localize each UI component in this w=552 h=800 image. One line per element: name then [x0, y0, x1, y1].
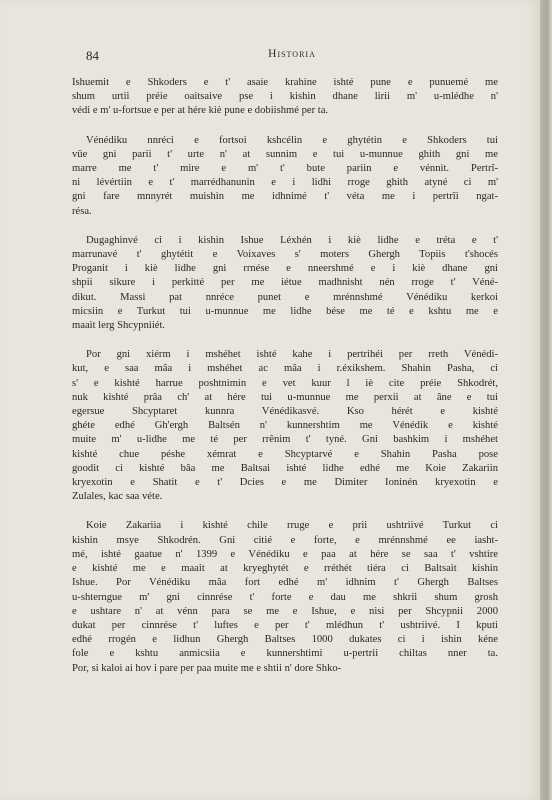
- page-edge: [540, 0, 552, 800]
- text-line: goodit ci kishté bâa me Baltsai ishté lidhe edhé me Koie Zakariin: [72, 462, 498, 474]
- text-line: micsiin e Turkut tui u-munnue me lidhe bése me té e kshtu me e: [72, 305, 498, 317]
- text-line: Koie Zakariia i kishté chile rruge e prii ushtriivé Turkut ci: [86, 520, 498, 532]
- paragraph: [72, 519, 498, 675]
- text-line: Por gni xiérm i mshéhet ishté kahe i pertrihéi per rreth Vénédi-: [86, 349, 498, 361]
- text-line: maait lerg Shcypniiét.: [72, 320, 166, 332]
- text-line: shpii sikure i perkitté per me iétue madhnisht nén rroge t' Véné-: [72, 277, 498, 289]
- text-line: Ishuemit e Shkoders e t' asaie krahine ishté pune e punuemé me: [72, 77, 498, 88]
- body-text: [72, 76, 498, 691]
- text-line: Por, si kaloi ai hov i pare per paa muite me e shtii n' dore Shko-: [72, 662, 342, 674]
- text-line: Ishue. Por Vénédiku mâa fort edhé m' idhnim t' Ghergh Baltses: [72, 577, 498, 589]
- text-line: marrunavé t' ghytétit e Voixaves s' moters Ghergh Topiis t'shocés: [72, 249, 498, 261]
- text-line: dukat per cinnrése t' luftes e per t' mlédhun t' ushtriivé. I kputi: [72, 619, 498, 631]
- paragraph: [72, 134, 498, 219]
- text-line: Proganit i kiè lidhe gni rrnése e nneershmé e i kiè dhane gni: [72, 263, 498, 275]
- text-line: nuk kishté prâa ch' at hére tui u-munnue me perxii at âne e tui: [72, 391, 498, 403]
- page-number: 84: [86, 48, 99, 63]
- text-line: résa.: [72, 205, 92, 217]
- page-header: [86, 46, 498, 66]
- text-line: gni fare mnnyrét muishin me idhnimé t' véta me i pertrîi ngat-: [72, 191, 498, 203]
- text-line: ghéte edhé Gh'ergh Baltsén n' kunnershtim me Vénédik e kishté: [72, 420, 498, 432]
- text-line: edhé rrogén e lidhun Ghergh Baltses 1000 dukates ci i ishin kéne: [72, 634, 498, 646]
- text-line: marre me t' mire e m' t' bute pariin e vénnit. Pertrî-: [72, 163, 498, 175]
- running-title: Historia: [268, 48, 316, 60]
- text-line: mé, ishté gaatue n' 1399 e Vénédiku e paa at hére se saa t' vshtire: [72, 548, 498, 560]
- text-line: Dugaghinvé ci i kishin Ishue Léxhén i kiè lidhe e tréta e t': [86, 234, 498, 246]
- text-line: s' e kishté harrue poshtnimin e vet kuur l iè cite préie Shkodrét,: [72, 377, 498, 389]
- text-line: kut, e saa mâa i mshéhet ac mâa i r.éxikshem. Shahin Pasha, ci: [72, 363, 498, 375]
- paragraph: [72, 348, 498, 504]
- text-line: u-shterngue m' gni cinnrése t' forte e dau me shkrii shum grosh: [72, 591, 498, 603]
- text-line: kishin msye Shkodrén. Gni citié e forte, e mrénnshmé ee iasht-: [72, 534, 498, 546]
- text-line: Vénédiku nnréci e fortsoi kshcélin e ghytétin e Shkoders tui: [86, 134, 498, 146]
- paragraph: [72, 76, 498, 119]
- text-line: e kishté me e maait at kryeghytét e rréthét tiéra ci Baltsait kishin: [72, 563, 498, 575]
- text-line: egersue Shcyptaret kunnra Vénédikasvé. Kso hérét e kishté: [72, 406, 498, 418]
- text-line: fole e kshtu anmicsiia e kunnershtimi u-pertrii chiltas nner ta.: [72, 648, 498, 660]
- text-line: muite m' u-lidhe me té per rrênim t' tyné. Gni bashkim i mshéhet: [72, 434, 498, 446]
- text-line: dikut. Massi pat nnréce punet e mrénnshmé Vénédiku kerkoi: [72, 291, 498, 303]
- text-line: vûe gni parii t' urte n' at sunnim e tui u-munnue ghith gni me: [72, 148, 498, 160]
- text-line: ni lévértiin e t' marrédhanunin e i lidhi rroge ghith atyné ci m': [72, 177, 498, 189]
- text-line: Zulales, kac saa véte.: [72, 491, 163, 503]
- text-line: kishté chue péshe xémrat e Shcyptarvé e Shahin Pasha pose: [72, 448, 498, 460]
- text-line: shum urtii préie oaitsaive pse i kishin dhane lirii m' u-mlédhe n': [72, 91, 498, 103]
- text-line: kryexotin e Shatit e t' Dcies e me Dimiter Ioninén kryexotin e: [72, 477, 498, 489]
- paragraph: [72, 234, 498, 333]
- text-line: védi e m' u-fortsue e per at hére kiè pune e dobiishmé per ta.: [72, 105, 329, 117]
- text-line: e ushtare n' at vénn para se me e Ishue, e nisi per Shcypnii 2000: [72, 605, 498, 617]
